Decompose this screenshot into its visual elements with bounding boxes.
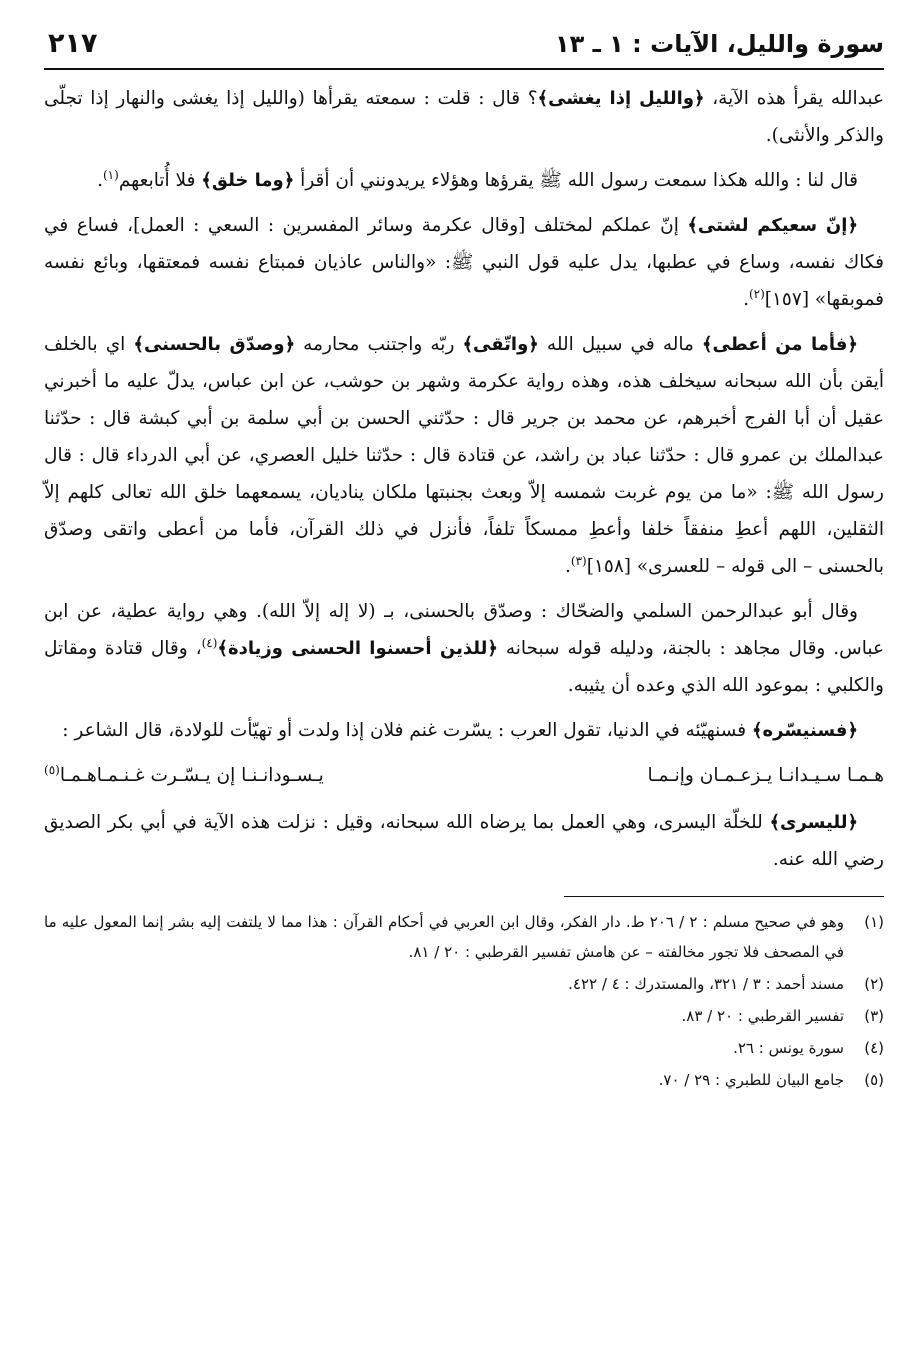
paragraph xyxy=(44,162,884,199)
paragraph xyxy=(44,80,884,154)
page-number: ٢١٧ xyxy=(48,28,98,59)
footnote-item xyxy=(44,1001,884,1031)
footnote-ref: (٢) xyxy=(748,286,765,301)
quran-quote: ﴿وصدّق بالحسنى﴾ xyxy=(133,334,296,355)
text-run: قال لنا : والله هكذا سمعت رسول الله ﷺ يقرؤها وهؤلاء يريدونني أن أقرأ xyxy=(294,170,858,191)
verse-first-hemistich: هـمـا سـيـدانـا يـزعـمـان وإنـمـا xyxy=(647,765,884,786)
running-header xyxy=(44,22,884,70)
text-run: وقال أبو عبدالرحمن السلمي والضحّاك : وصدّق بالحسنى، بـ (لا إله إلاّ الله). وهي رواية عطية، عن ابن عباس. وقال مجاهد : بالجنة، ودليله قوله سبحانه xyxy=(44,601,885,659)
text-run: للخلّة اليسرى، وهي العمل بما يرضاه الله سبحانه، وقيل : نزلت هذه الآية في أبي بكر الصديق رضي الله عنه. xyxy=(44,812,884,870)
text-run: . xyxy=(97,170,103,191)
paragraph xyxy=(44,593,884,704)
running-title: سورة والليل، الآيات : ١ ـ ١٣ xyxy=(554,30,884,58)
quran-quote: ﴿واتّقى﴾ xyxy=(462,334,539,355)
footnote-divider xyxy=(564,896,884,897)
footnote-text: جامع البيان للطبري : ٢٩ / ٧٠. xyxy=(658,1071,844,1089)
footnote-number: (١) xyxy=(864,913,884,931)
footnote-number: (٤) xyxy=(864,1039,884,1057)
final-paragraph xyxy=(44,804,884,878)
paragraph xyxy=(44,326,884,585)
quran-quote: ﴿فسنيسّره﴾ xyxy=(751,720,858,741)
text-run: اي بالخلف أيقن بأن الله سبحانه سيخلف هذه، وهذه رواية عكرمة وشهر بن حوشب، عن ابن عباس، يدلّ عليه ما أخبرني عقيل أن أبا الفرج أخبرهم، عن محمد بن جرير قال : حدّثني الحسن بن أبي سلمة بن أبي كبشة قال : حدّثنا عبدالملك بن عمرو قال : حدّثنا عباد بن راشد، عن قتادة قال : حدّثنا خليل العصري، عن أبي الدرداء قال : قال رسول الله ﷺ: «ما من يوم غربت شمسه إلاّ وبعث بجنبتها ملكان يناديان، يسمعهما خلق الله تعالى كلهم إلاّ الثقلين، اللهم أعطِ منفقاً خلفا وأعطِ ممسكاً تلفاً، فأنزل في ذلك القرآن، فأما من أعطى واتقى وصدّق بالحسنى – الى قوله – للعسرى» [١٥٨] xyxy=(44,334,884,577)
footnote-text: مسند أحمد : ٣ / ٣٢١، والمستدرك : ٤ / ٤٢٢. xyxy=(568,975,844,993)
footnote-text: سورة يونس : ٢٦. xyxy=(733,1039,844,1057)
footnotes xyxy=(44,907,884,1095)
text-run: . xyxy=(565,556,571,577)
quran-quote: ﴿وما خلق﴾ xyxy=(201,170,295,191)
poetry-verse xyxy=(44,757,884,794)
quran-quote: ﴿لليسرى﴾ xyxy=(769,812,858,833)
footnote-ref: (٣) xyxy=(570,553,587,568)
text-run: عبدالله يقرأ هذه الآية، xyxy=(704,88,885,109)
footnote-text: وهو في صحيح مسلم : ٢ / ٢٠٦ ط. دار الفكر، وقال ابن العربي في أحكام القرآن : هذا مما لا يلتفت إليه بشر إنما المعول عليه ما في المصحف فلا تجور مخالفته – عن هامش تفسير القرطبي : ٢٠ / ٨١. xyxy=(44,913,845,961)
text-run: ؟ قال : قلت : سمعته يقرأها (والليل إذا يغشى والنهار إذا تجلّى والذكر والأنثى). xyxy=(44,88,884,146)
text-run: فسنهيّئه في الدنيا، تقول العرب : يسّرت غنم فلان إذا ولدت أو تهيّأت للولادة، قال الشاعر : xyxy=(62,720,752,741)
footnote-text: تفسير القرطبي : ٢٠ / ٨٣. xyxy=(681,1007,844,1025)
footnote-number: (٣) xyxy=(864,1007,884,1025)
footnote-item xyxy=(44,907,884,967)
footnote-item xyxy=(44,969,884,999)
footnote-ref: (١) xyxy=(102,167,119,182)
page xyxy=(44,22,884,1097)
paragraph xyxy=(44,712,884,749)
footnote-ref: (٥) xyxy=(44,762,60,777)
main-text xyxy=(44,80,884,878)
paragraph xyxy=(44,207,884,318)
quran-quote: ﴿إنّ سعيكم لشتى﴾ xyxy=(687,215,858,236)
text-run: فلا أُتابعهم xyxy=(118,170,202,191)
text-run: ، وقال قتادة ومقاتل والكلبي : بموعود الله الذي وعده أن يثيبه. xyxy=(44,638,884,696)
quran-quote: ﴿فأما من أعطى﴾ xyxy=(702,334,858,355)
footnote-ref: (٤) xyxy=(201,635,218,650)
text-run: إنّ عملكم لمختلف [وقال عكرمة وسائر المفسرين : السعي : العمل]، فساع في فكاك نفسه، وساع في عطبها، يدل عليه قول النبي ﷺ: «والناس عاذيان فمبتاع نفسه فمعتقها، وبائع نفسه فموبقها» [١٥٧] xyxy=(44,215,884,310)
verse-second-hemistich xyxy=(44,757,324,794)
text-run: ربّه واجتنب محارمه xyxy=(295,334,463,355)
text-run: ماله في سبيل الله xyxy=(538,334,702,355)
verse-second-text: يـسـودانـنـا إن يـسّـرت غـنـمـاهـمـا xyxy=(59,765,324,786)
quran-quote: ﴿والليل إذا يغشى﴾ xyxy=(537,88,705,109)
quran-quote: ﴿للذين أحسنوا الحسنى وزيادة﴾ xyxy=(217,638,498,659)
text-run: . xyxy=(743,289,749,310)
footnote-item xyxy=(44,1033,884,1063)
paragraphs xyxy=(44,80,884,749)
footnote-number: (٢) xyxy=(864,975,884,993)
footnote-item xyxy=(44,1065,884,1095)
footnote-number: (٥) xyxy=(864,1071,884,1089)
